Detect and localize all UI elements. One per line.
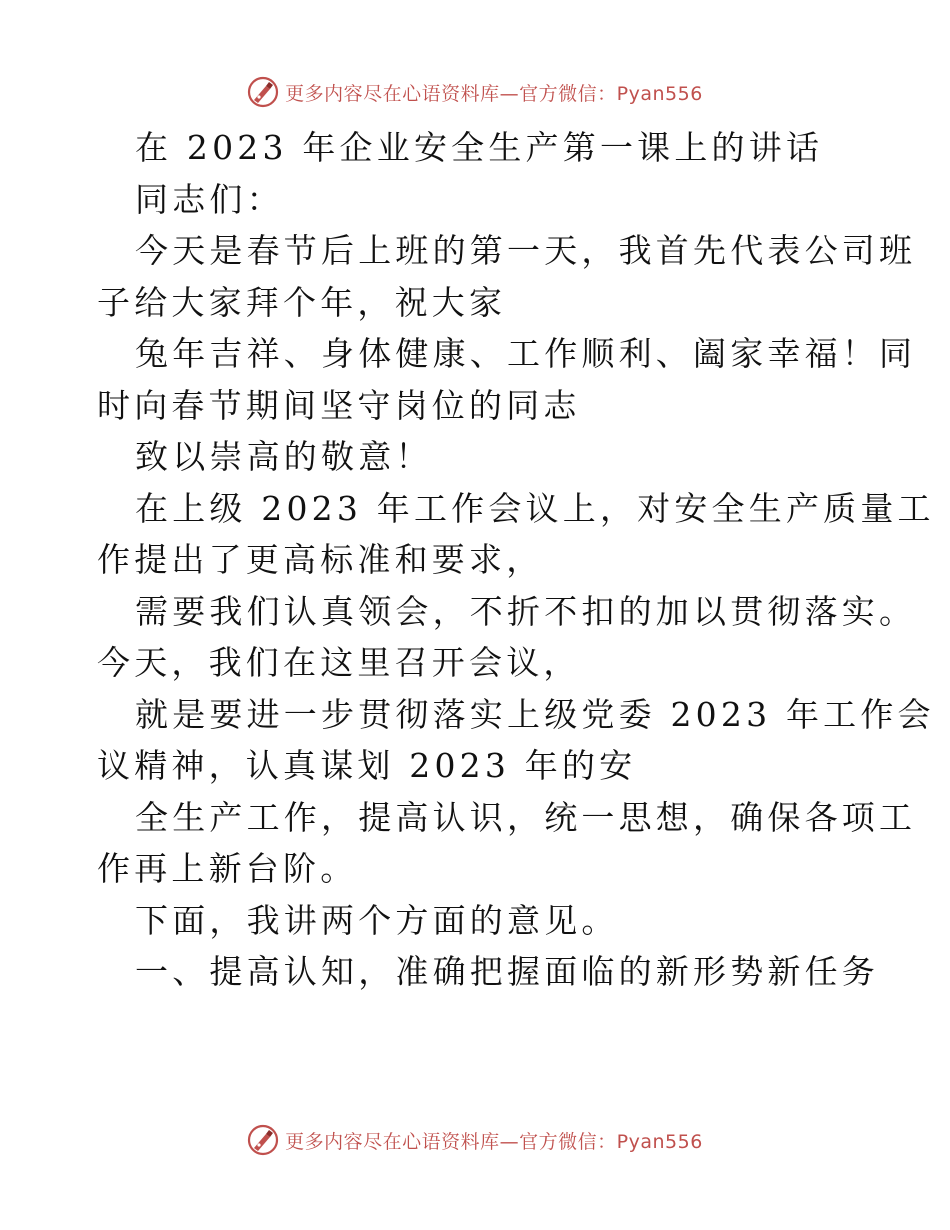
document-line: 子给大家拜个年，祝大家	[97, 282, 507, 322]
header-watermark	[0, 72, 950, 112]
document-line: 致以崇高的敬意！	[135, 437, 433, 476]
document-body	[97, 122, 935, 998]
document-line: 作提出了更高标准和要求，	[97, 540, 544, 579]
pen-nib-logo-icon	[247, 76, 279, 108]
document-line: 今天是春节后上班的第一天，我首先代表公司班	[135, 231, 917, 270]
document-line: 议精神，认真谋划 2023 年的安	[97, 746, 637, 785]
pen-nib-logo-icon	[247, 1124, 279, 1156]
document-line: 一、提高认知，准确把握面临的新形势新任务	[135, 952, 879, 991]
document-line: 在上级 2023 年工作会议上，对安全生产质量工	[135, 488, 935, 528]
watermark-group	[247, 76, 703, 108]
document-line: 需要我们认真领会，不折不扣的加以贯彻落实。	[135, 591, 917, 631]
document-line: 同志们：	[135, 179, 284, 219]
watermark-text: 更多内容尽在心语资料库—官方微信：Pyan556	[285, 82, 703, 105]
document-line: 就是要进一步贯彻落实上级党委 2023 年工作会	[135, 694, 935, 734]
document-line: 全生产工作，提高认识，统一思想，确保各项工	[135, 797, 917, 837]
document-line: 今天，我们在这里召开会议，	[97, 643, 581, 682]
watermark-text: 更多内容尽在心语资料库—官方微信：Pyan556	[285, 1130, 703, 1153]
document-line: 下面，我讲两个方面的意见。	[135, 900, 619, 940]
document-title: 在 2023 年企业安全生产第一课上的讲话	[135, 128, 824, 167]
footer-watermark	[0, 1120, 950, 1160]
document-line: 时向春节期间坚守岗位的同志	[97, 385, 581, 425]
document-line: 兔年吉祥、身体健康、工作顺利、阖家幸福！同	[135, 334, 917, 373]
watermark-group	[247, 1124, 703, 1156]
document-line: 作再上新台阶。	[97, 849, 358, 888]
